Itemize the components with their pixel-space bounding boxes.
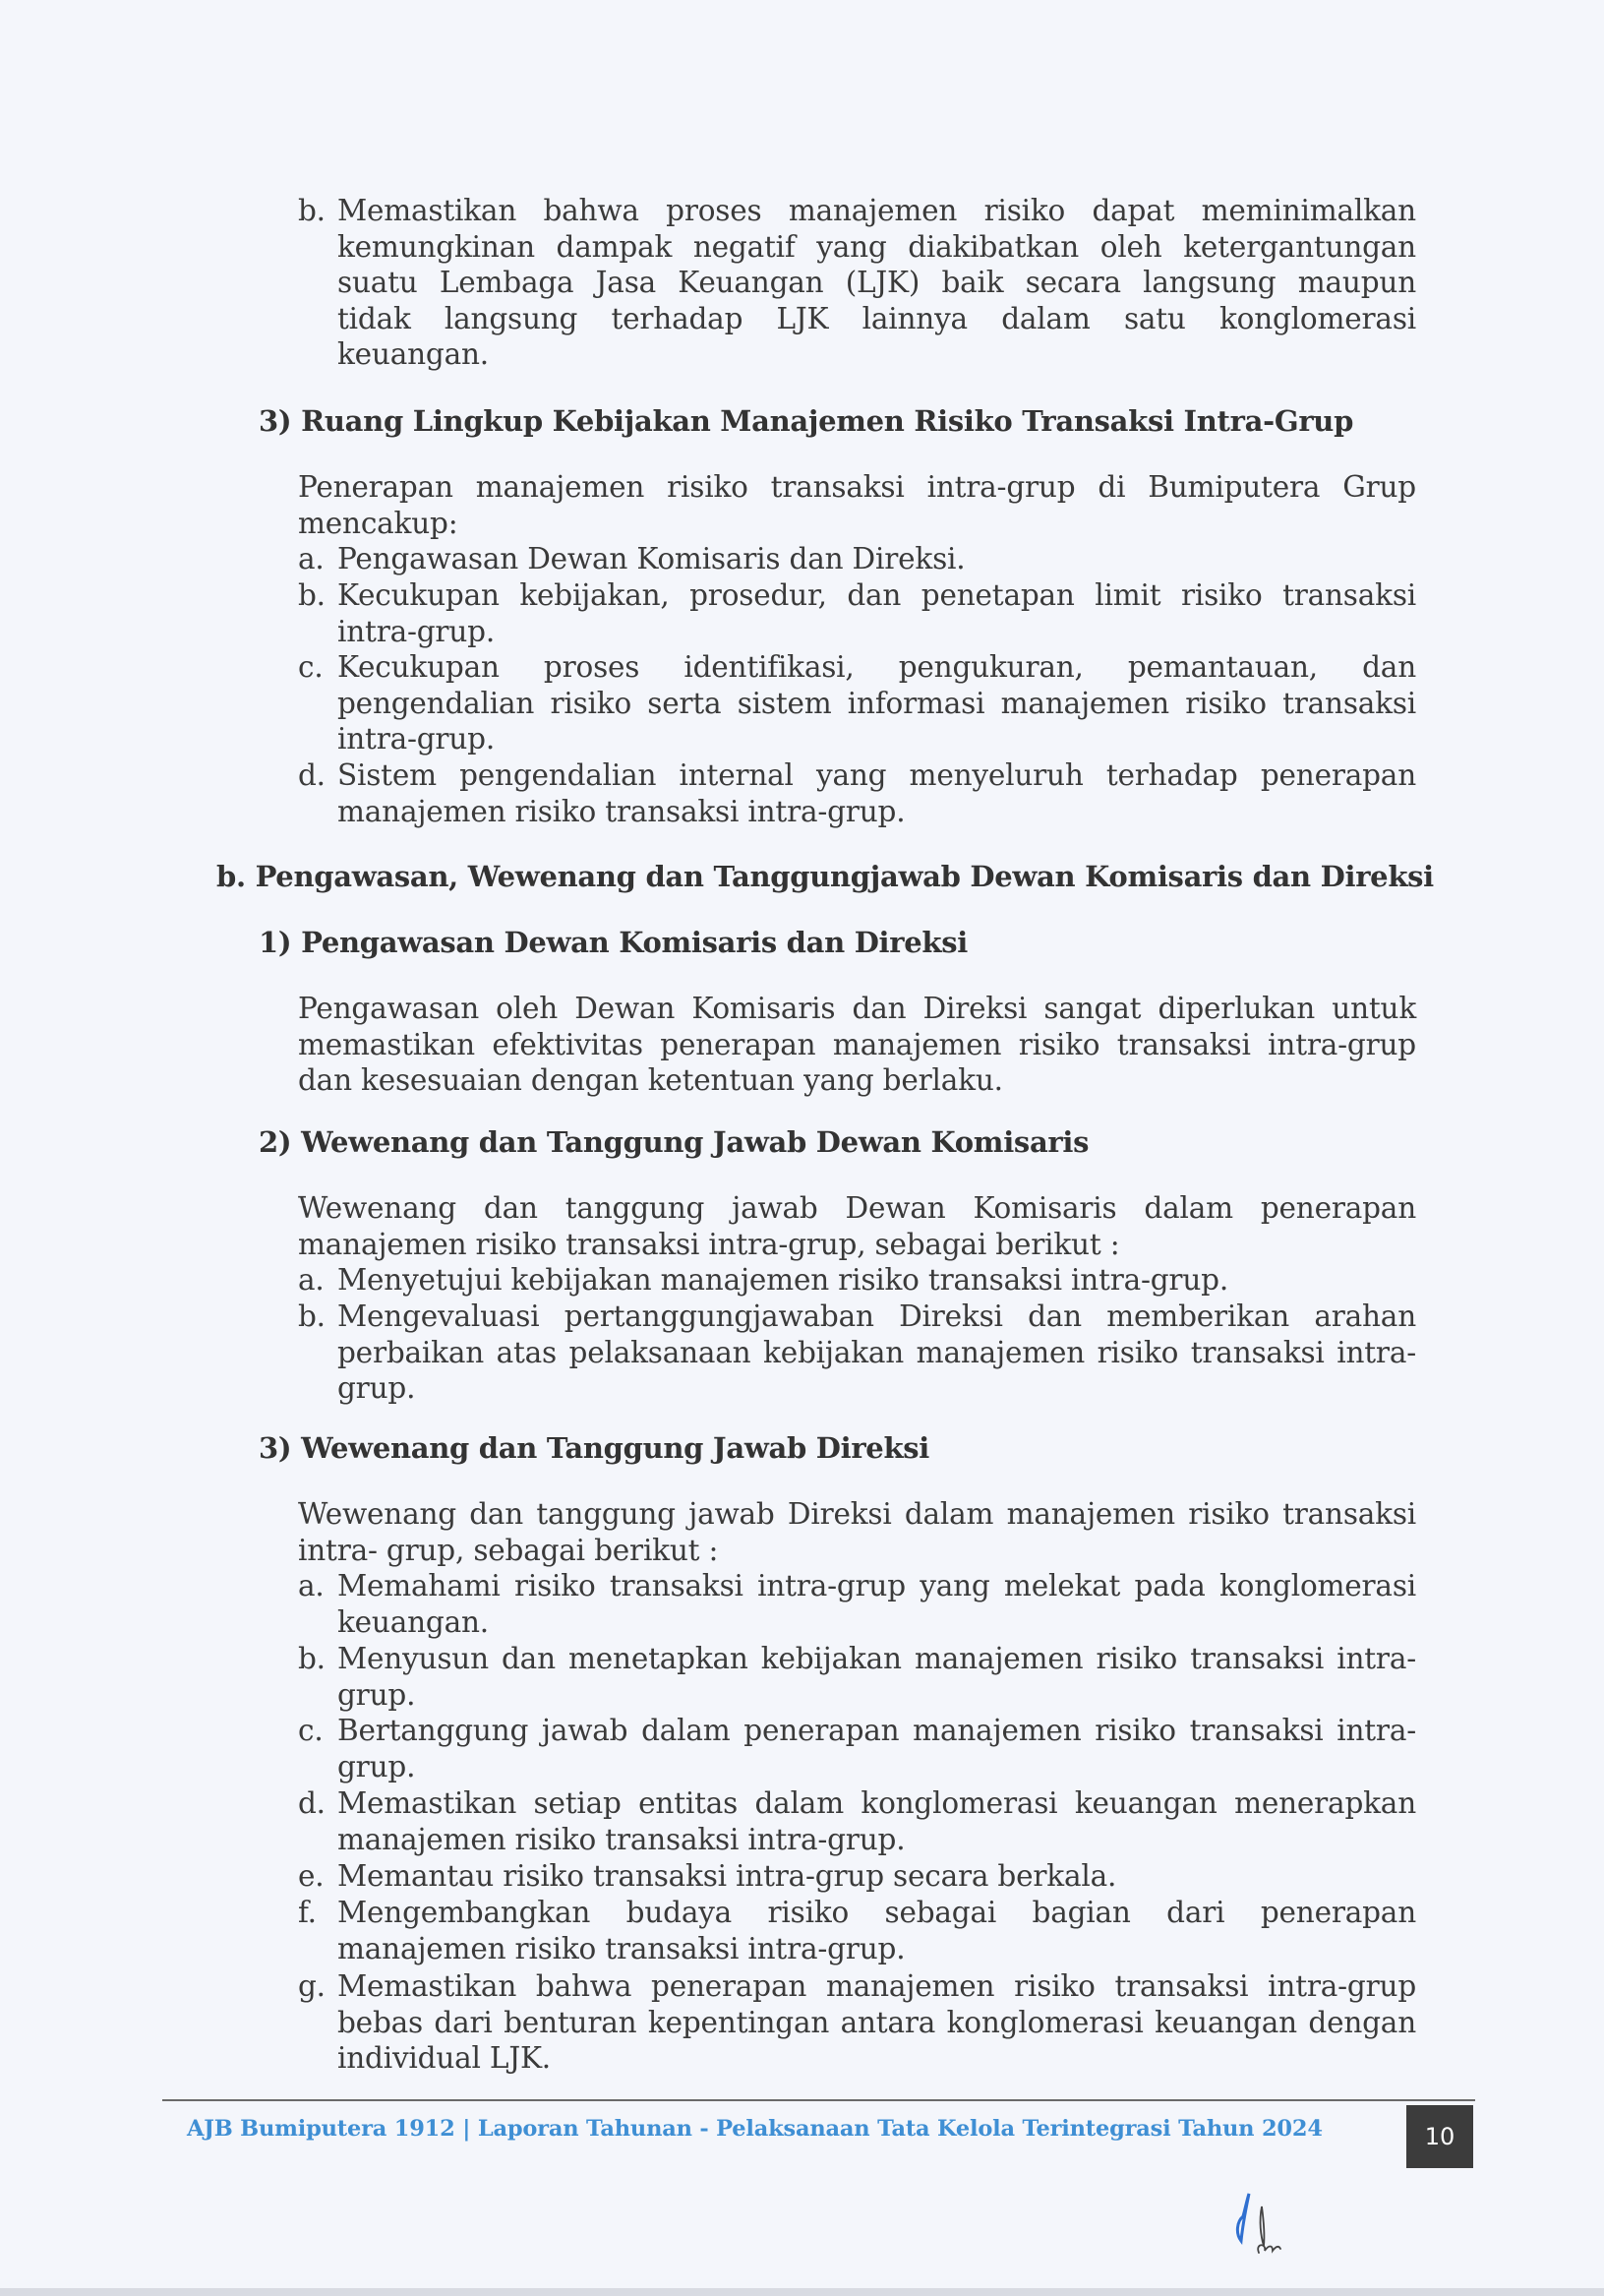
footer-divider [162,2099,1475,2101]
text-line: Mengembangkan budaya risiko sebagai bagian dari penerapan [337,1896,1416,1929]
list-item [298,1968,1416,2077]
list-item-label: a. [298,1263,325,1297]
paragraph [298,991,1416,1099]
subsection-heading: 3) Wewenang dan Tanggung Jawab Direksi [259,1431,929,1465]
text-line: manajemen risiko transaksi intra-grup. [337,1822,906,1856]
text-line: intra- grup, sebagai berikut : [298,1533,719,1567]
text-line: Wewenang dan tanggung jawab Dewan Komisaris dalam penerapan [298,1191,1416,1225]
list-item [298,1895,1416,1967]
list-item [298,757,1416,830]
list-item-label: b. [298,1642,326,1675]
text-line: Memantau risiko transaksi intra-grup secara berkala. [337,1859,1117,1893]
list-item [298,1262,1416,1299]
list-item [298,1858,1416,1895]
list-item-label: b. [298,578,326,612]
section-heading: b. Pengawasan, Wewenang dan Tanggungjawab Dewan Komisaris dan Direksi [216,860,1434,893]
page-number-badge [1406,2105,1473,2168]
list-item [298,1785,1416,1858]
text-line: Memastikan setiap entitas dalam konglomerasi keuangan menerapkan [337,1786,1416,1820]
text-line: Wewenang dan tanggung jawab Direksi dalam manajemen risiko transaksi [298,1497,1416,1531]
text-line: Memahami risiko transaksi intra-grup yang melekat pada konglomerasi [337,1569,1416,1602]
text-line: suatu Lembaga Jasa Keuangan (LJK) baik secara langsung maupun [337,266,1416,299]
subsection-heading: 3) Ruang Lingkup Kebijakan Manajemen Risiko Transaksi Intra-Grup [259,404,1354,438]
text-line: Memastikan bahwa proses manajemen risiko dapat meminimalkan [337,194,1416,227]
text-line: Sistem pengendalian internal yang menyeluruh terhadap penerapan [337,758,1416,792]
signature-initials-icon [1229,2182,1308,2270]
text-line: perbaikan atas pelaksanaan kebijakan manajemen risiko transaksi intra- [337,1335,1416,1369]
text-line: bebas dari benturan kepentingan antara konglomerasi keuangan dengan [337,2005,1416,2039]
text-line: Kecukupan kebijakan, prosedur, dan penetapan limit risiko transaksi [337,578,1416,612]
text-line: intra-grup. [337,614,495,648]
text-line: Menyusun dan menetapkan kebijakan manajemen risiko transaksi intra- [337,1642,1416,1675]
list-item [298,541,1416,577]
list-item [298,1568,1416,1641]
text-line: Memastikan bahwa penerapan manajemen risiko transaksi intra-grup [337,1969,1416,2003]
text-line: kemungkinan dampak negatif yang diakibatkan oleh ketergantungan [337,229,1416,264]
list-item-text [337,193,1416,373]
subsection-heading: 2) Wewenang dan Tanggung Jawab Dewan Komisaris [259,1125,1090,1159]
subsection-heading: 1) Pengawasan Dewan Komisaris dan Direksi [259,926,968,959]
text-line: keuangan. [337,1604,489,1639]
text-line: tidak langsung terhadap LJK lainnya dalam satu konglomerasi [337,301,1416,335]
text-line: grup. [337,1749,416,1783]
list-item-label: e. [298,1859,325,1893]
text-line: dan kesesuaian dengan ketentuan yang berlaku. [298,1063,1003,1097]
text-line: Penerapan manajemen risiko transaksi intra-grup di Bumiputera Grup [298,470,1416,504]
text-line: Pengawasan oleh Dewan Komisaris dan Direksi sangat diperlukan untuk [298,992,1416,1025]
paragraph [298,1496,1416,1568]
list-item-label: c. [298,1714,324,1747]
list-item-label: c. [298,650,324,684]
list-item-label: b. [298,194,326,227]
text-line: manajemen risiko transaksi intra-grup. [337,1931,906,1965]
text-line: manajemen risiko transaksi intra-grup, sebagai berikut : [298,1227,1120,1261]
page-bottom-edge [0,2288,1604,2296]
text-line: pengendalian risiko serta sistem informasi manajemen risiko transaksi [337,686,1416,720]
text-line: grup. [337,1677,416,1712]
paragraph [298,1190,1416,1262]
list-item-label: d. [298,1786,326,1820]
text-line: keuangan. [337,337,489,371]
list-item-label: a. [298,1569,325,1602]
text-line: mencakup: [298,506,458,540]
list-item-label: f. [298,1896,317,1929]
text-line: Menyetujui kebijakan manajemen risiko transaksi intra-grup. [337,1263,1228,1297]
page-number: 10 [1424,2123,1455,2150]
list-item [298,1641,1416,1714]
list-item [298,1299,1416,1407]
paragraph [298,469,1416,541]
text-line: Bertanggung jawab dalam penerapan manajemen risiko transaksi intra- [337,1714,1416,1747]
text-line: intra-grup. [337,722,495,755]
list-item-label: g. [298,1969,326,2003]
list-item-label: b. [298,1299,326,1333]
text-line: manajemen risiko transaksi intra-grup. [337,794,906,828]
list-item [298,577,1416,650]
footer-title: AJB Bumiputera 1912 | Laporan Tahunan - Pelaksanaan Tata Kelola Terintegrasi Tahun 2024 [187,2116,1323,2142]
list-item-label: d. [298,758,326,792]
text-line: memastikan efektivitas penerapan manajemen risiko transaksi intra-grup [298,1027,1416,1061]
text-line: grup. [337,1371,416,1405]
text-line: Kecukupan proses identifikasi, pengukuran, pemantauan, dan [337,650,1416,684]
text-line: Mengevaluasi pertanggungjawaban Direksi dan memberikan arahan [337,1299,1416,1333]
list-item [298,193,1416,380]
list-item [298,649,1416,757]
list-item-label: a. [298,542,325,575]
list-item [298,1713,1416,1785]
text-line: individual LJK. [337,2041,551,2075]
text-line: Pengawasan Dewan Komisaris dan Direksi. [337,542,966,575]
